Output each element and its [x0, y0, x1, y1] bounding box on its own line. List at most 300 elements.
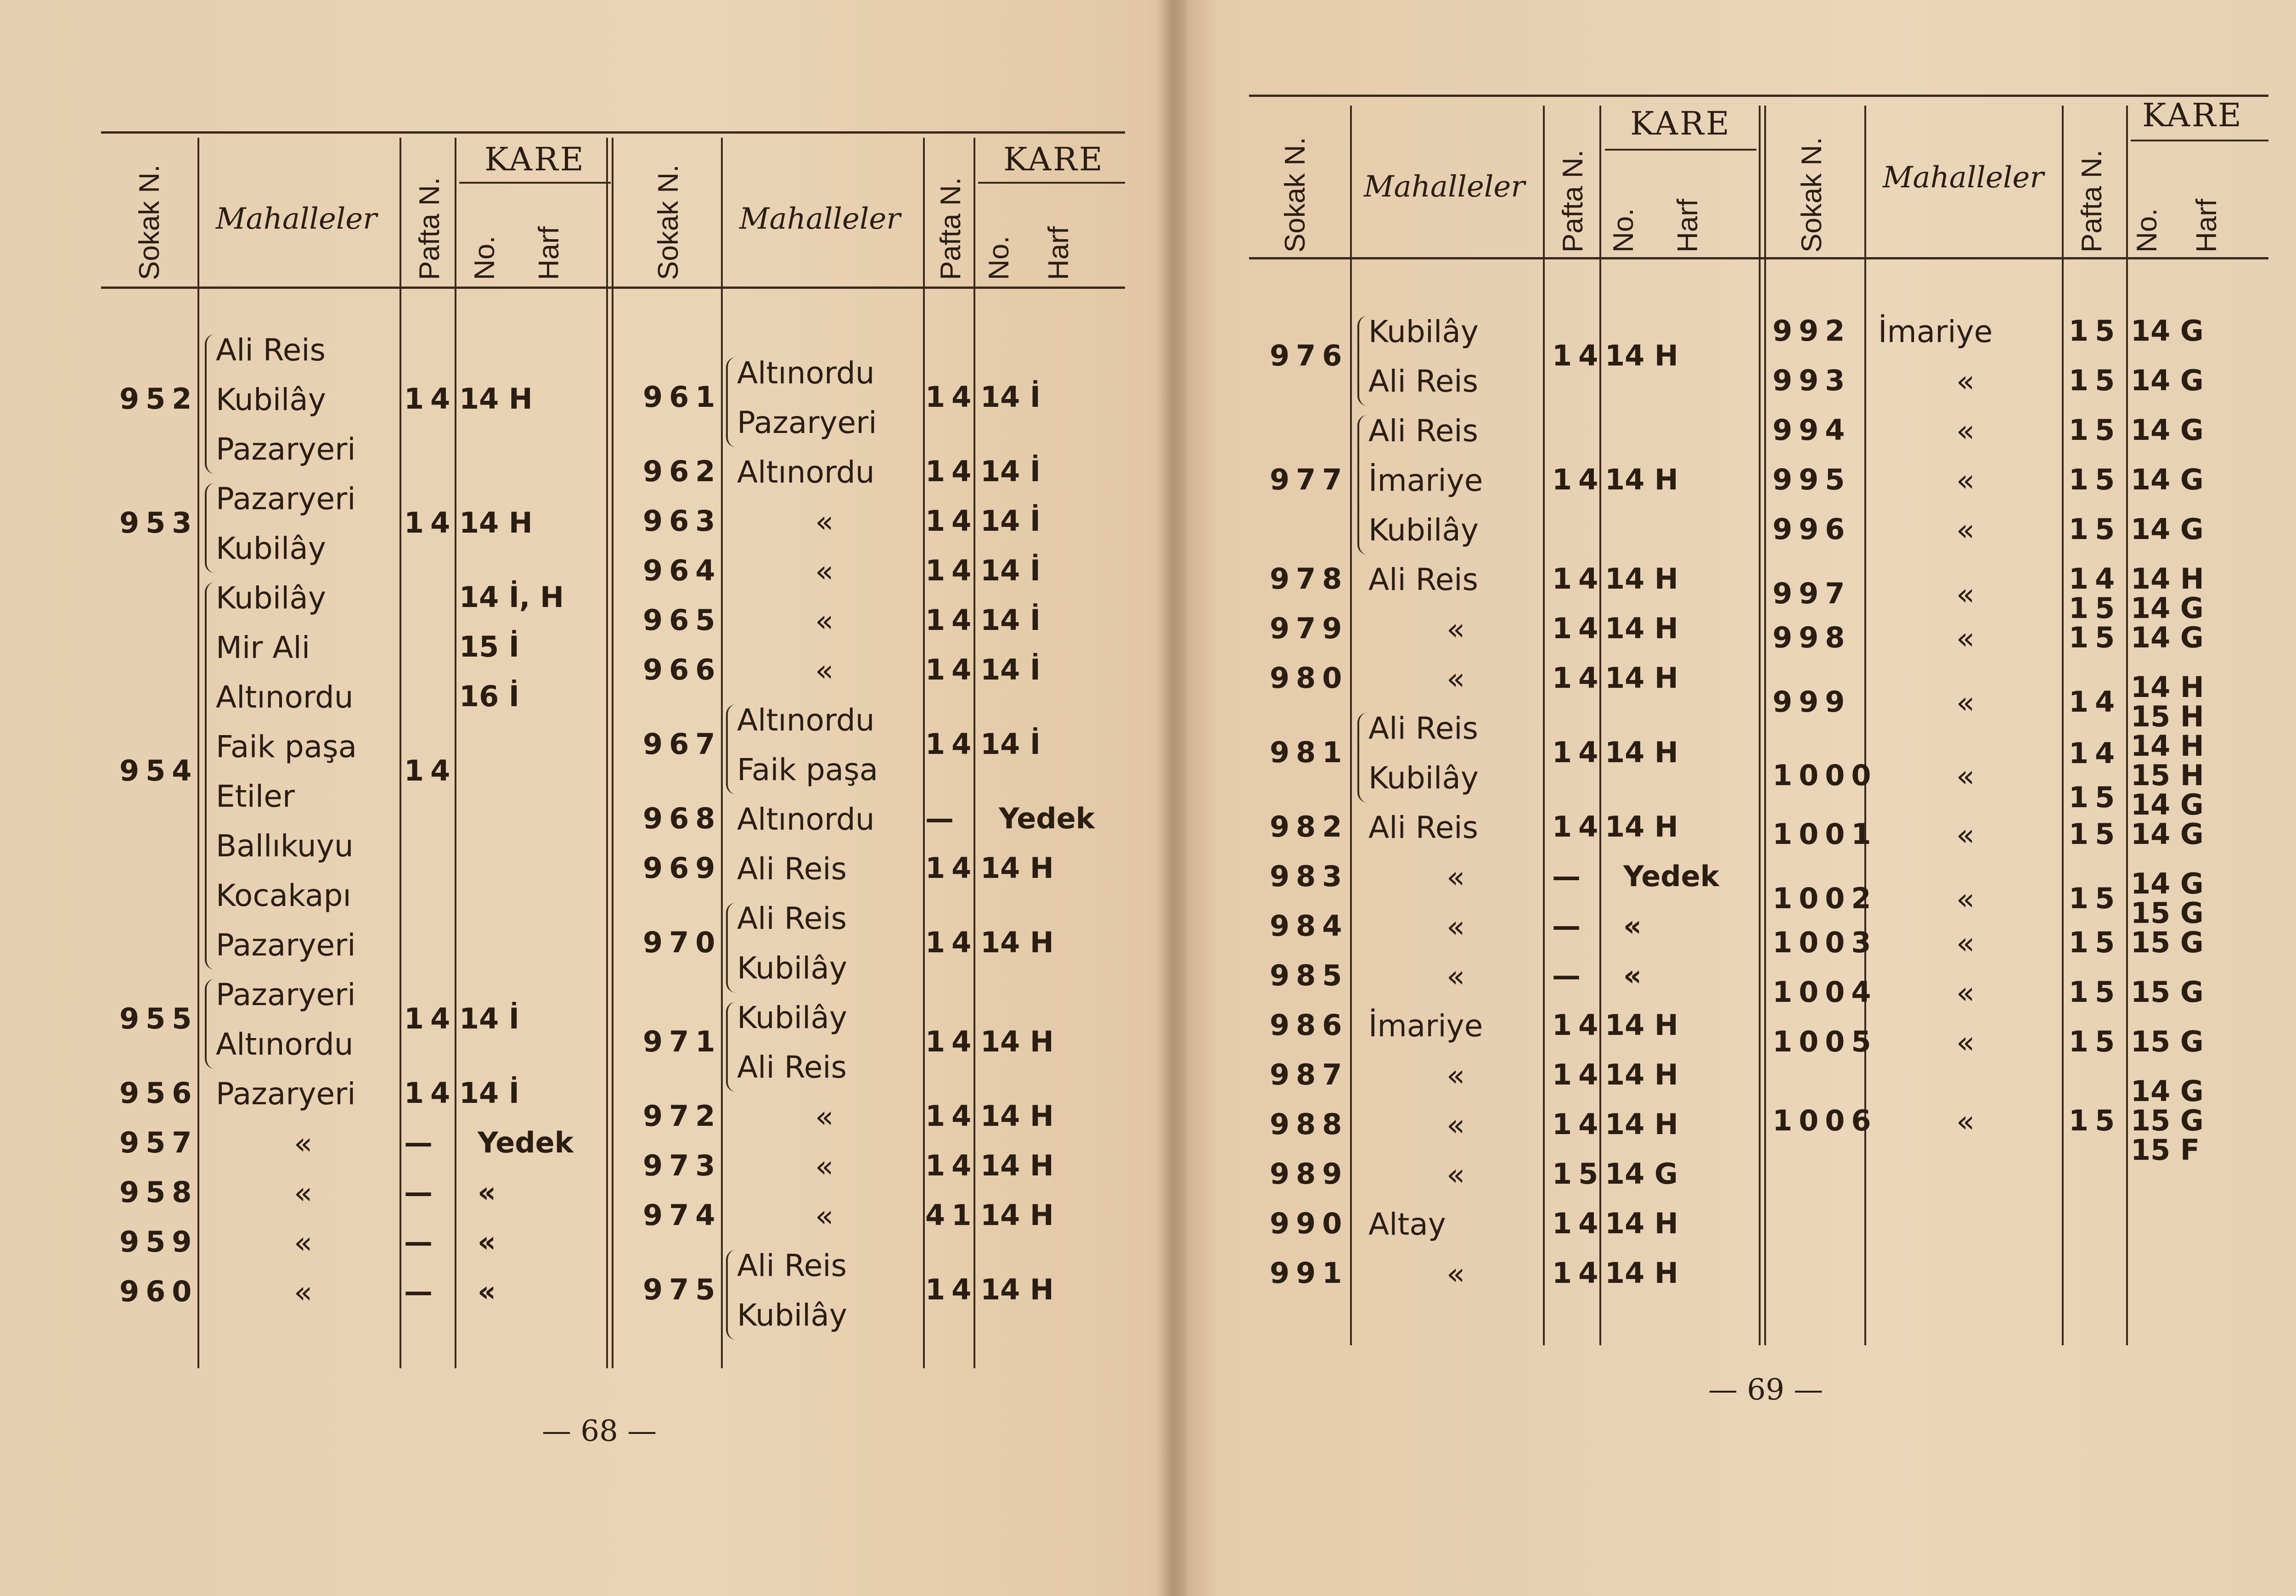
kare-value: 14 H: [1605, 810, 1678, 843]
neighborhood: «: [294, 1225, 313, 1260]
neighborhood: Kubilây: [216, 580, 326, 616]
street-number: 958: [119, 1175, 198, 1209]
pafta-number: —: [1552, 959, 1587, 992]
page-number: — 68 —: [542, 1414, 657, 1448]
pafta-number: 14: [925, 603, 978, 637]
page-69: [1189, 0, 2296, 1596]
street-number: 962: [643, 455, 722, 488]
neighborhood: «: [1446, 959, 1465, 994]
pafta-number: 14: [404, 754, 457, 787]
street-number: 995: [1773, 463, 1851, 496]
brace: [205, 979, 215, 1069]
header-mahalleler: Mahalleler: [1883, 161, 2044, 195]
header-harf: Harf: [1672, 198, 1704, 253]
pafta-number: —: [404, 1225, 439, 1259]
kare-value: 14 G: [2131, 788, 2204, 821]
kare-value: 14 İ: [980, 380, 1041, 414]
col-rule: [400, 138, 401, 1368]
neighborhood: Kocakapı: [216, 878, 351, 913]
street-number: 978: [1270, 562, 1349, 596]
neighborhood: Ali Reis: [1368, 562, 1479, 597]
pafta-number: 15: [2069, 926, 2122, 959]
kare-value: 14 İ: [980, 727, 1041, 761]
street-number: 969: [643, 851, 722, 885]
street-number: 1003: [1773, 926, 1878, 959]
street-number: 987: [1270, 1058, 1349, 1091]
neighborhood: Ali Reis: [1368, 810, 1479, 845]
pafta-number: 14: [1552, 339, 1605, 372]
neighborhood: Kubilây: [1368, 314, 1479, 349]
neighborhood: Ali Reis: [1368, 364, 1479, 399]
neighborhood: Faik paşa: [216, 729, 357, 764]
pafta-number: 14: [925, 1149, 978, 1182]
street-number: 992: [1773, 314, 1851, 348]
kare-value: 15 H: [2131, 759, 2204, 792]
pafta-number: —: [925, 802, 960, 835]
table-top-rule: [101, 131, 1125, 134]
header-kare: KARE: [1003, 140, 1104, 178]
neighborhood: Altınordu: [737, 355, 875, 391]
header-mahalleler: Mahalleler: [216, 202, 377, 236]
kare-value: 15 İ: [459, 630, 519, 663]
pafta-number: 15: [1552, 1157, 1605, 1191]
neighborhood: «: [1956, 817, 1975, 853]
kare-value: 14 G: [2131, 621, 2204, 654]
neighborhood: «: [1956, 926, 1975, 961]
pafta-number: 14: [404, 1002, 457, 1035]
neighborhood: Altınordu: [737, 702, 875, 738]
street-number: 961: [643, 380, 722, 414]
pafta-number: 14: [404, 382, 457, 416]
neighborhood: Kubilây: [216, 382, 326, 417]
neighborhood: «: [1956, 882, 1975, 917]
kare-value: 14 H: [459, 382, 533, 416]
pafta-number: 14: [1552, 1008, 1605, 1042]
street-number: 1004: [1773, 975, 1878, 1009]
kare-value: 14 H: [980, 1025, 1054, 1058]
col-rule: [455, 138, 456, 1368]
pafta-number: 14: [925, 1099, 978, 1133]
neighborhood: Ali Reis: [737, 1248, 847, 1283]
pafta-number: 14: [1552, 1207, 1605, 1240]
pafta-number: 14: [2069, 562, 2122, 596]
street-number: 996: [1773, 512, 1851, 546]
brace: [1357, 713, 1367, 803]
col-rule: [1759, 106, 1761, 1345]
neighborhood: Pazaryeri: [216, 977, 356, 1012]
kare-value: 15 H: [2131, 700, 2204, 733]
street-number: 953: [119, 506, 198, 539]
neighborhood: «: [1446, 612, 1465, 647]
street-number: 967: [643, 727, 722, 761]
kare-rule-1: [459, 182, 611, 184]
street-number: 980: [1270, 661, 1349, 695]
pafta-number: 15: [2069, 1104, 2122, 1137]
neighborhood: Pazaryeri: [737, 405, 877, 440]
brace: [726, 704, 736, 794]
pafta-number: 14: [404, 506, 457, 539]
neighborhood: «: [1446, 1058, 1465, 1093]
pafta-number: 14: [1552, 612, 1605, 645]
kare-value: 14 G: [2131, 413, 2204, 447]
header-pafta: Pafta N.: [1557, 150, 1589, 253]
street-number: 955: [119, 1002, 198, 1035]
col-rule: [606, 138, 608, 1368]
neighborhood: «: [294, 1175, 313, 1211]
book-gutter: [1157, 0, 1189, 1596]
kare-value: 14 H: [459, 506, 533, 539]
street-number: 963: [643, 504, 722, 538]
pafta-number: 15: [2069, 413, 2122, 447]
kare-value: «: [478, 1275, 496, 1308]
neighborhood: «: [1956, 413, 1975, 449]
pafta-number: 14: [925, 504, 978, 538]
street-number: 1000: [1773, 759, 1878, 792]
street-number: 1006: [1773, 1104, 1878, 1137]
street-number: 990: [1270, 1207, 1349, 1240]
pafta-number: 14: [925, 380, 978, 414]
neighborhood: «: [1956, 975, 1975, 1011]
street-number: 966: [643, 653, 722, 686]
street-number: 999: [1773, 685, 1851, 719]
neighborhood: «: [294, 1275, 313, 1310]
col-rule: [1764, 106, 1766, 1345]
brace: [1357, 316, 1367, 406]
neighborhood: «: [1956, 621, 1975, 656]
header-kare: KARE: [2142, 96, 2243, 134]
kare-value: 14 H: [980, 1273, 1054, 1306]
kare-value: 14 İ: [459, 1076, 519, 1110]
kare-value: 14 G: [2131, 1074, 2204, 1108]
neighborhood: Ballıkuyu: [216, 828, 354, 864]
neighborhood: Faik paşa: [737, 752, 878, 787]
neighborhood: «: [815, 504, 834, 539]
neighborhood: «: [815, 1198, 834, 1234]
pafta-number: 14: [1552, 810, 1605, 843]
kare-value: 14 İ: [459, 1002, 519, 1035]
neighborhood: «: [815, 1099, 834, 1135]
street-number: 991: [1270, 1256, 1349, 1290]
pafta-number: 14: [925, 727, 978, 761]
pafta-number: 14: [404, 1076, 457, 1110]
kare-value: 14 G: [2131, 512, 2204, 546]
brace: [726, 903, 736, 993]
neighborhood: «: [1956, 1025, 1975, 1060]
kare-value: 14 H: [1605, 661, 1678, 695]
kare-value: «: [1623, 909, 1642, 943]
street-number: 982: [1270, 810, 1349, 843]
kare-value: 15 G: [2131, 1025, 2204, 1058]
pafta-number: 14: [1552, 661, 1605, 695]
street-number: 986: [1270, 1008, 1349, 1042]
neighborhood: «: [1956, 1104, 1975, 1139]
brace: [726, 1002, 736, 1092]
pafta-number: 14: [2069, 685, 2122, 719]
street-number: 960: [119, 1275, 198, 1308]
street-number: 988: [1270, 1107, 1349, 1141]
neighborhood: Kubilây: [737, 1298, 847, 1333]
header-harf: Harf: [2191, 198, 2223, 253]
header-kare: KARE: [484, 140, 585, 178]
kare-value: Yedek: [999, 802, 1095, 835]
street-number: 994: [1773, 413, 1851, 447]
neighborhood: «: [815, 1149, 834, 1184]
kare-value: 15 G: [2131, 926, 2204, 959]
pafta-number: 15: [2069, 621, 2122, 654]
pafta-number: 14: [1552, 562, 1605, 596]
street-number: 959: [119, 1225, 198, 1259]
street-number: 989: [1270, 1157, 1349, 1191]
kare-value: 14 İ: [980, 603, 1041, 637]
kare-value: 14 G: [2131, 867, 2204, 900]
kare-value: 14 İ: [980, 504, 1041, 538]
pafta-number: 15: [2069, 781, 2122, 814]
street-number: 997: [1773, 577, 1851, 610]
pafta-number: 15: [2069, 591, 2122, 625]
pafta-number: 15: [2069, 817, 2122, 851]
street-number: 976: [1270, 339, 1349, 372]
neighborhood: «: [1956, 759, 1975, 794]
neighborhood: İmariye: [1878, 314, 1993, 349]
header-no: No.: [469, 236, 501, 280]
col-rule: [1543, 106, 1545, 1345]
street-number: 974: [643, 1198, 722, 1232]
kare-value: Yedek: [1623, 860, 1719, 893]
neighborhood: «: [1446, 909, 1465, 944]
header-harf: Harf: [533, 226, 565, 280]
neighborhood: Ali Reis: [737, 851, 847, 887]
neighborhood: Kubilây: [737, 950, 847, 986]
brace: [205, 582, 215, 970]
street-number: 972: [643, 1099, 722, 1133]
kare-value: 14 H: [1605, 1008, 1678, 1042]
pafta-number: 14: [925, 554, 978, 587]
neighborhood: Ali Reis: [1368, 413, 1479, 449]
pafta-number: —: [404, 1126, 439, 1159]
neighborhood: Kubilây: [1368, 512, 1479, 548]
kare-value: 14 H: [980, 851, 1054, 885]
neighborhood: «: [1956, 512, 1975, 548]
kare-value: 14 İ: [980, 554, 1041, 587]
kare-value: 14 H: [1605, 463, 1678, 496]
neighborhood: Altınordu: [737, 802, 875, 837]
neighborhood: Kubilây: [216, 531, 326, 566]
kare-value: 14 İ, H: [459, 580, 564, 614]
col-rule: [2126, 106, 2128, 1345]
neighborhood: Kubilây: [737, 1000, 847, 1035]
col-rule: [2062, 106, 2064, 1345]
header-mahalleler: Mahalleler: [1364, 170, 1525, 204]
col-rule: [1350, 106, 1352, 1345]
kare-value: 14 H: [1605, 1207, 1678, 1240]
pafta-number: —: [404, 1275, 439, 1308]
pafta-number: 15: [2069, 1025, 2122, 1058]
pafta-number: 14: [925, 851, 978, 885]
neighborhood: Ali Reis: [1368, 711, 1479, 746]
brace: [726, 1250, 736, 1340]
pafta-number: 41: [925, 1198, 978, 1232]
street-number: 956: [119, 1076, 198, 1110]
neighborhood: Ali Reis: [216, 332, 326, 368]
header-harf: Harf: [1043, 226, 1075, 280]
brace: [726, 357, 736, 447]
neighborhood: Etiler: [216, 779, 295, 814]
neighborhood: Kubilây: [1368, 760, 1479, 796]
kare-value: 14 İ: [980, 455, 1041, 488]
kare-value: 14 H: [980, 926, 1054, 959]
kare-value: 14 G: [2131, 817, 2204, 851]
kare-value: 14 H: [2131, 670, 2204, 704]
brace: [205, 334, 215, 474]
street-number: 973: [643, 1149, 722, 1182]
kare-value: 14 H: [1605, 562, 1678, 596]
kare-rule-1: [1605, 149, 1756, 151]
pafta-number: 14: [1552, 463, 1605, 496]
kare-value: 14 H: [1605, 339, 1678, 372]
kare-value: 14 H: [980, 1099, 1054, 1133]
pafta-number: 14: [925, 1025, 978, 1058]
header-kare: KARE: [1630, 105, 1731, 142]
kare-value: 15 G: [2131, 975, 2204, 1009]
street-number: 957: [119, 1126, 198, 1159]
header-pafta: Pafta N.: [935, 177, 967, 280]
neighborhood: «: [1446, 860, 1465, 895]
pafta-number: 15: [2069, 512, 2122, 546]
pafta-number: 14: [925, 1273, 978, 1306]
pafta-number: 15: [2069, 463, 2122, 496]
kare-value: 14 H: [2131, 562, 2204, 596]
neighborhood: Ali Reis: [737, 901, 847, 936]
street-number: 977: [1270, 463, 1349, 496]
kare-rule-2: [978, 182, 1125, 184]
kare-value: 14 G: [2131, 364, 2204, 397]
kare-value: 14 H: [1605, 1107, 1678, 1141]
pafta-number: 14: [925, 926, 978, 959]
brace: [205, 483, 215, 573]
pafta-number: —: [404, 1175, 439, 1209]
header-sokak: Sokak N.: [1279, 137, 1311, 253]
street-number: 970: [643, 926, 722, 959]
neighborhood: Mir Ali: [216, 630, 310, 665]
kare-value: 14 G: [2131, 591, 2204, 625]
street-number: 968: [643, 802, 722, 835]
neighborhood: İmariye: [1368, 463, 1483, 498]
table-top-rule: [1249, 95, 2268, 97]
neighborhood: Pazaryeri: [216, 432, 356, 467]
street-number: 984: [1270, 909, 1349, 943]
neighborhood: «: [815, 653, 834, 688]
street-number: 983: [1270, 860, 1349, 893]
pafta-number: 14: [925, 653, 978, 686]
street-number: 975: [643, 1273, 722, 1306]
header-pafta: Pafta N.: [414, 177, 445, 280]
kare-value: 14 H: [980, 1198, 1054, 1232]
street-number: 979: [1270, 612, 1349, 645]
kare-value: «: [478, 1175, 496, 1209]
street-number: 993: [1773, 364, 1851, 397]
kare-value: 14 İ: [980, 653, 1041, 686]
kare-value: 14 G: [1605, 1157, 1678, 1191]
neighborhood: «: [1446, 661, 1465, 697]
kare-value: 14 G: [2131, 314, 2204, 348]
header-no: No.: [1608, 208, 1639, 253]
neighborhood: Altınordu: [737, 455, 875, 490]
header-no: No.: [983, 236, 1015, 280]
neighborhood: «: [1446, 1157, 1465, 1192]
neighborhood: Altay: [1368, 1207, 1446, 1242]
pafta-number: 14: [1552, 1107, 1605, 1141]
kare-value: 15 G: [2131, 896, 2204, 930]
street-number: 1002: [1773, 882, 1878, 915]
kare-value: 14 H: [1605, 1256, 1678, 1290]
neighborhood: Altınordu: [216, 680, 354, 715]
neighborhood: Pazaryeri: [216, 927, 356, 963]
kare-value: 14 H: [980, 1149, 1054, 1182]
neighborhood: «: [1956, 685, 1975, 720]
street-number: 964: [643, 554, 722, 587]
street-number: 981: [1270, 736, 1349, 769]
kare-value: «: [478, 1225, 496, 1259]
header-sokak: Sokak N.: [653, 164, 684, 280]
header-mahalleler: Mahalleler: [739, 202, 900, 236]
page-number: — 69 —: [1708, 1373, 1823, 1407]
neighborhood: Ali Reis: [737, 1050, 847, 1085]
kare-rule-2: [2131, 140, 2268, 141]
header-pafta: Pafta N.: [2076, 150, 2108, 253]
neighborhood: «: [1956, 364, 1975, 399]
pafta-number: 14: [1552, 1256, 1605, 1290]
col-rule: [612, 138, 613, 1368]
street-number: 1005: [1773, 1025, 1878, 1058]
neighborhood: «: [294, 1126, 313, 1161]
pafta-number: —: [1552, 860, 1587, 893]
neighborhood: İmariye: [1368, 1008, 1483, 1044]
pafta-number: 14: [2069, 736, 2122, 770]
street-number: 971: [643, 1025, 722, 1058]
street-number: 954: [119, 754, 198, 787]
kare-value: 15 G: [2131, 1104, 2204, 1137]
pafta-number: 14: [925, 455, 978, 488]
neighborhood: «: [1446, 1256, 1465, 1292]
pafta-number: 15: [2069, 975, 2122, 1009]
kare-value: «: [1623, 959, 1642, 992]
neighborhood: «: [1956, 577, 1975, 612]
kare-value: 14 H: [1605, 736, 1678, 769]
col-rule: [923, 138, 925, 1368]
header-sokak: Sokak N.: [134, 164, 165, 280]
neighborhood: «: [1446, 1107, 1465, 1143]
kare-value: 15 F: [2131, 1133, 2200, 1167]
header-no: No.: [2131, 208, 2163, 253]
pafta-number: 15: [2069, 882, 2122, 915]
neighborhood: «: [815, 554, 834, 589]
pafta-number: 14: [1552, 736, 1605, 769]
street-number: 985: [1270, 959, 1349, 992]
kare-value: 16 İ: [459, 680, 519, 713]
kare-value: 14 H: [2131, 729, 2204, 763]
neighborhood: «: [815, 603, 834, 639]
brace: [1357, 415, 1367, 555]
col-rule: [1864, 106, 1866, 1345]
neighborhood: Altınordu: [216, 1027, 354, 1062]
pafta-number: 14: [1552, 1058, 1605, 1091]
neighborhood: «: [1956, 463, 1975, 498]
street-number: 1001: [1773, 817, 1878, 851]
pafta-number: 15: [2069, 314, 2122, 348]
kare-value: 14 H: [1605, 612, 1678, 645]
neighborhood: Pazaryeri: [216, 1076, 356, 1112]
kare-value: 14 H: [1605, 1058, 1678, 1091]
